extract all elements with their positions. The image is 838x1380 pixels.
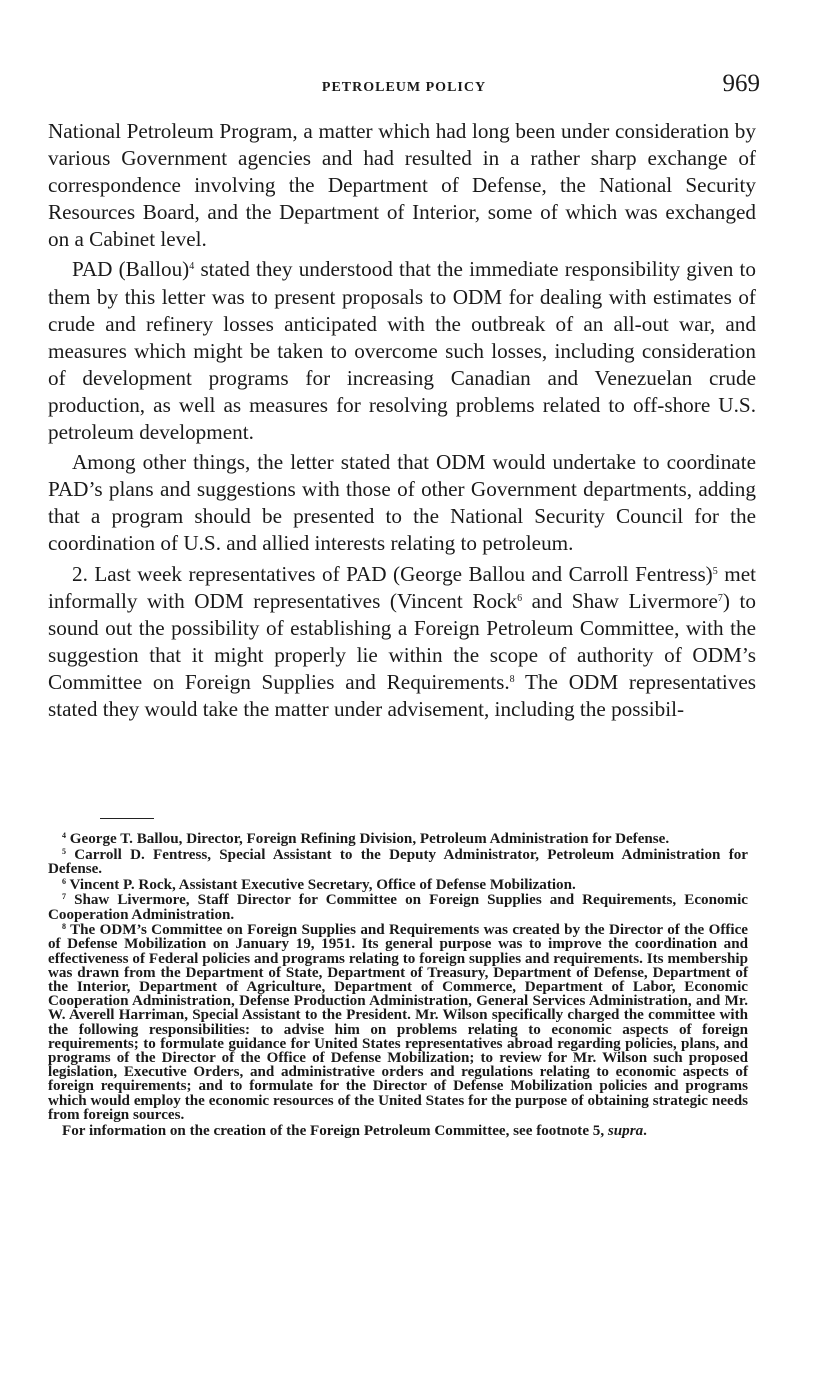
footnote-number: 8 (62, 922, 66, 932)
footnotes (48, 832, 748, 1139)
footnote-divider (100, 818, 154, 819)
footnote-number: 5 (62, 846, 66, 856)
footnote-5 (48, 848, 748, 876)
footnote-continuation-text: For information on the creation of the Foreign Petroleum Committee, see footnote 5, (62, 1122, 608, 1139)
paragraph-3: Among other things, the letter stated that ODM would undertake to coordinate PAD’s plans and suggestions with those of other Government departments, adding that a program should be presented to the National Security Council for the coordination of U.S. and allied interests relating to petroleum. (48, 450, 756, 556)
footnote-text: Carroll D. Fentress, Special Assistant to the Deputy Administrator, Petroleum Administration for Defense. (48, 846, 748, 877)
footnote-continuation-italic: supra (607, 1122, 644, 1139)
paragraph-4-text-d: ) to sound out the possibility of establishing a Foreign Petroleum Committee, with the suggestion that it might properly lie within the scope of authority of ODM’s Committee on Foreign Supplies and Requirements. (48, 588, 757, 694)
footnote-number: 7 (62, 892, 66, 902)
paragraph-1: National Petroleum Program, a matter which had long been under consideration by various Government agencies and had resulted in a rather sharp exchange of correspondence involving the Department of Defense, the National Security Resources Board, and the Department of Interior, some of which was exchanged on a Cabinet level. (48, 119, 756, 252)
footnote-ref-8: 8 (509, 673, 515, 685)
footnote-8 (48, 923, 748, 1122)
paragraph-2-text-a: PAD (Ballou) (72, 257, 190, 282)
paragraph-4-text-c: and Shaw Livermore (522, 588, 718, 613)
footnote-4 (48, 832, 748, 846)
paragraph-4-text-b: met informally with ODM representatives (Vincent Rock (48, 561, 756, 613)
paragraph-4-text-e: The ODM representatives stated they would take the matter under advisement, including the possibil- (48, 669, 756, 721)
paragraph-2-text-b: stated they understood that the immediate responsibility given to them by this letter was to present proposals to ODM for dealing with estimates of crude and refinery losses anticipated with the outbreak of an all-out war, and measures which might be taken to overcome such losses, including consideration of development programs for increasing Canadian and Venezuelan crude production, as well as measures for resolving problems related to off-shore U.S. petroleum development. (48, 257, 756, 445)
paragraph-4 (48, 561, 756, 724)
paragraph-4-text-a: 2. Last week representatives of PAD (George Ballou and Carroll Fentress) (72, 561, 713, 586)
footnote-text: Vincent P. Rock, Assistant Executive Secretary, Office of Defense Mobilization. (69, 876, 576, 893)
footnote-ref-7: 7 (717, 592, 723, 604)
footnote-ref-4: 4 (189, 261, 195, 273)
footnote-ref-6: 6 (517, 592, 523, 604)
footnote-ref-5: 5 (712, 565, 718, 577)
body-text (48, 118, 756, 723)
footnote-8-continuation (48, 1124, 748, 1138)
footnote-text: George T. Ballou, Director, Foreign Refining Division, Petroleum Administration for Defense. (69, 831, 670, 847)
footnote-number: 4 (62, 831, 66, 840)
footnote-6 (48, 878, 748, 892)
footnote-text: Shaw Livermore, Staff Director for Committee on Foreign Supplies and Requirements, Economic Cooperation Administration. (48, 892, 748, 923)
footnote-7 (48, 893, 748, 921)
footnote-number: 6 (62, 876, 66, 886)
footnote-continuation-end: . (643, 1122, 647, 1139)
page-header (48, 70, 760, 106)
footnote-text: The ODM’s Committee on Foreign Supplies and Requirements was created by the Director of the Office of Defense Mobilization on January 19, 1951. Its general purpose was to improve the coordination and effectiveness of Federal policies and programs relating to foreign supplies and requirements. Its membership was drawn from the Department of State, Department of Treasury, Department of Defense, Department of the Interior, Department of Agriculture, Department of Commerce, Department of Labor, Economic Cooperation Administration, Defense Production Administration, General Services Administration, and Mr. W. Averell Harriman, Special Assistant to the President. Mr. Wilson specifically charged the committee with the following responsibilities: to advise him on problems relating to economic aspects of foreign requirements; to formulate guidance for United States representatives abroad regarding policies, plans, and programs of the Director of the Office of Defense Mobilization; to review for Mr. Wilson such proposed legislation, Executive Orders, and administrative orders and regulations relating to economic aspects of foreign requirements; and to formulate for the Director of Defense Mobilization policies and programs which would employ the economic resources of the United States for the purpose of obtaining strategic needs from foreign sources. (48, 922, 748, 1123)
paragraph-2 (48, 256, 756, 446)
running-head: PETROLEUM POLICY (321, 80, 487, 95)
page-number: 969 (722, 70, 760, 97)
